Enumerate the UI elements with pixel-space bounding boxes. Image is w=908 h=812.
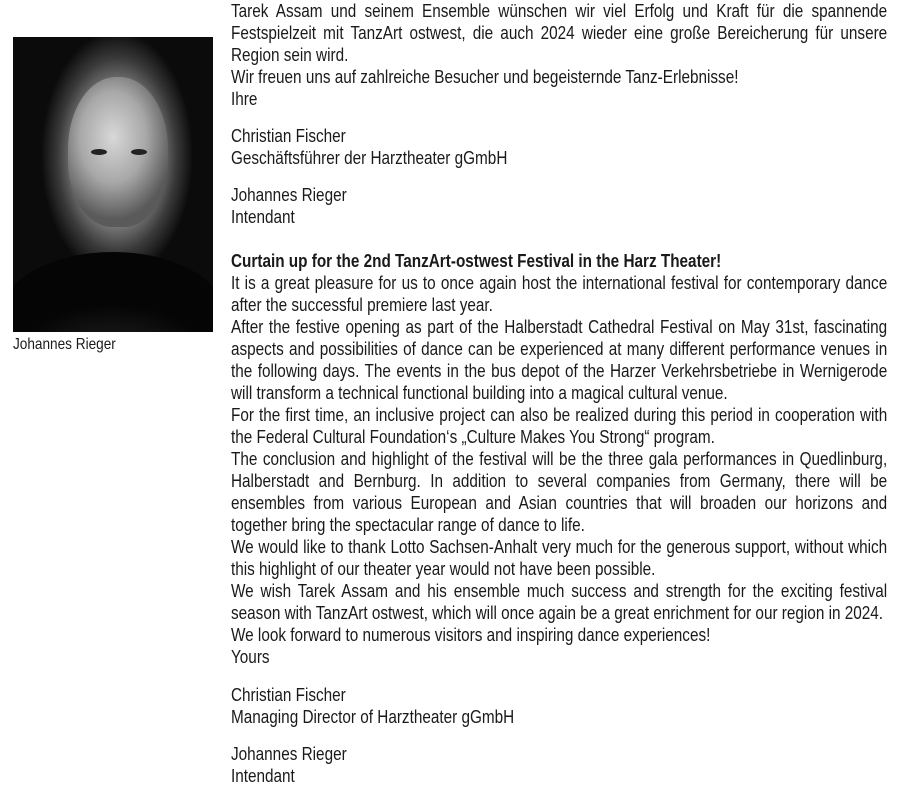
portrait-eye-right — [131, 149, 147, 155]
english-paragraph: We would like to thank Lotto Sachsen-Anhalt very much for the generous support, without which this highlight of our theater year would not have been possible. — [231, 537, 888, 579]
german-signer-1 — [231, 125, 887, 169]
english-paragraph: After the festive opening as part of the Halberstadt Cathedral Festival on May 31st, fascinating aspects and possibilities of dance can be experienced at many different performance venues in the following days. The events in the bus depot of the Harzer Verkehrsbetriebe in Wernigerode will transform a technical functional building into a magical cultural venue. — [231, 317, 888, 403]
german-signer-2 — [231, 184, 887, 228]
german-section — [231, 0, 887, 110]
english-closing: Yours — [231, 647, 270, 667]
english-signer-2 — [231, 743, 887, 787]
english-paragraph: We wish Tarek Assam and his ensemble much success and strength for the exciting festival season with TanzArt ostwest, which will once again be a great enrichment for our region in 2024. — [231, 581, 888, 623]
portrait-face — [68, 77, 168, 227]
signer-title: Managing Director of Harztheater gGmbH — [231, 707, 515, 727]
signer-name: Christian Fischer — [231, 126, 346, 146]
english-paragraph: The conclusion and highlight of the festival will be the three gala performances in Quedlinburg, Halberstadt and Bernburg. In addition to several companies from Germany, there will be ensembles from various European and Asian countries that will broaden our horizons and together bring the spectacular range of dance to life. — [231, 449, 888, 535]
signer-name: Johannes Rieger — [231, 185, 347, 205]
german-line: Wir freuen uns auf zahlreiche Besucher und begeisternde Tanz-Erlebnisse! — [231, 67, 739, 87]
portrait-photo — [13, 37, 213, 332]
english-paragraph: We look forward to numerous visitors and inspiring dance experiences! — [231, 625, 711, 645]
signer-name: Johannes Rieger — [231, 744, 347, 764]
signer-name: Christian Fischer — [231, 685, 346, 705]
signer-title: Intendant — [231, 766, 295, 786]
portrait-shoulders — [13, 252, 213, 332]
english-heading: Curtain up for the 2nd TanzArt-ostwest Festival in the Harz Theater! — [231, 251, 722, 271]
english-paragraph: It is a great pleasure for us to once again host the international festival for contemporary dance after the successful premiere last year. — [231, 273, 888, 315]
portrait-eye-left — [91, 149, 107, 155]
english-paragraph: For the first time, an inclusive project can also be realized during this period in cooperation with the Federal Cultural Foundation‘s „Culture Makes You Strong“ program. — [231, 405, 888, 447]
signer-title: Intendant — [231, 207, 295, 227]
english-section — [231, 250, 887, 668]
german-closing: Ihre — [231, 89, 258, 109]
english-signer-1 — [231, 684, 887, 728]
photo-caption: Johannes Rieger — [13, 336, 116, 353]
signer-title: Geschäftsführer der Harztheater gGmbH — [231, 148, 508, 168]
german-paragraph: Tarek Assam und seinem Ensemble wünschen wir viel Erfolg und Kraft für die spannende Festspielzeit mit TanzArt ostwest, die auch 2024 wieder eine große Bereicherung für unsere Region sein wird. — [231, 1, 888, 65]
